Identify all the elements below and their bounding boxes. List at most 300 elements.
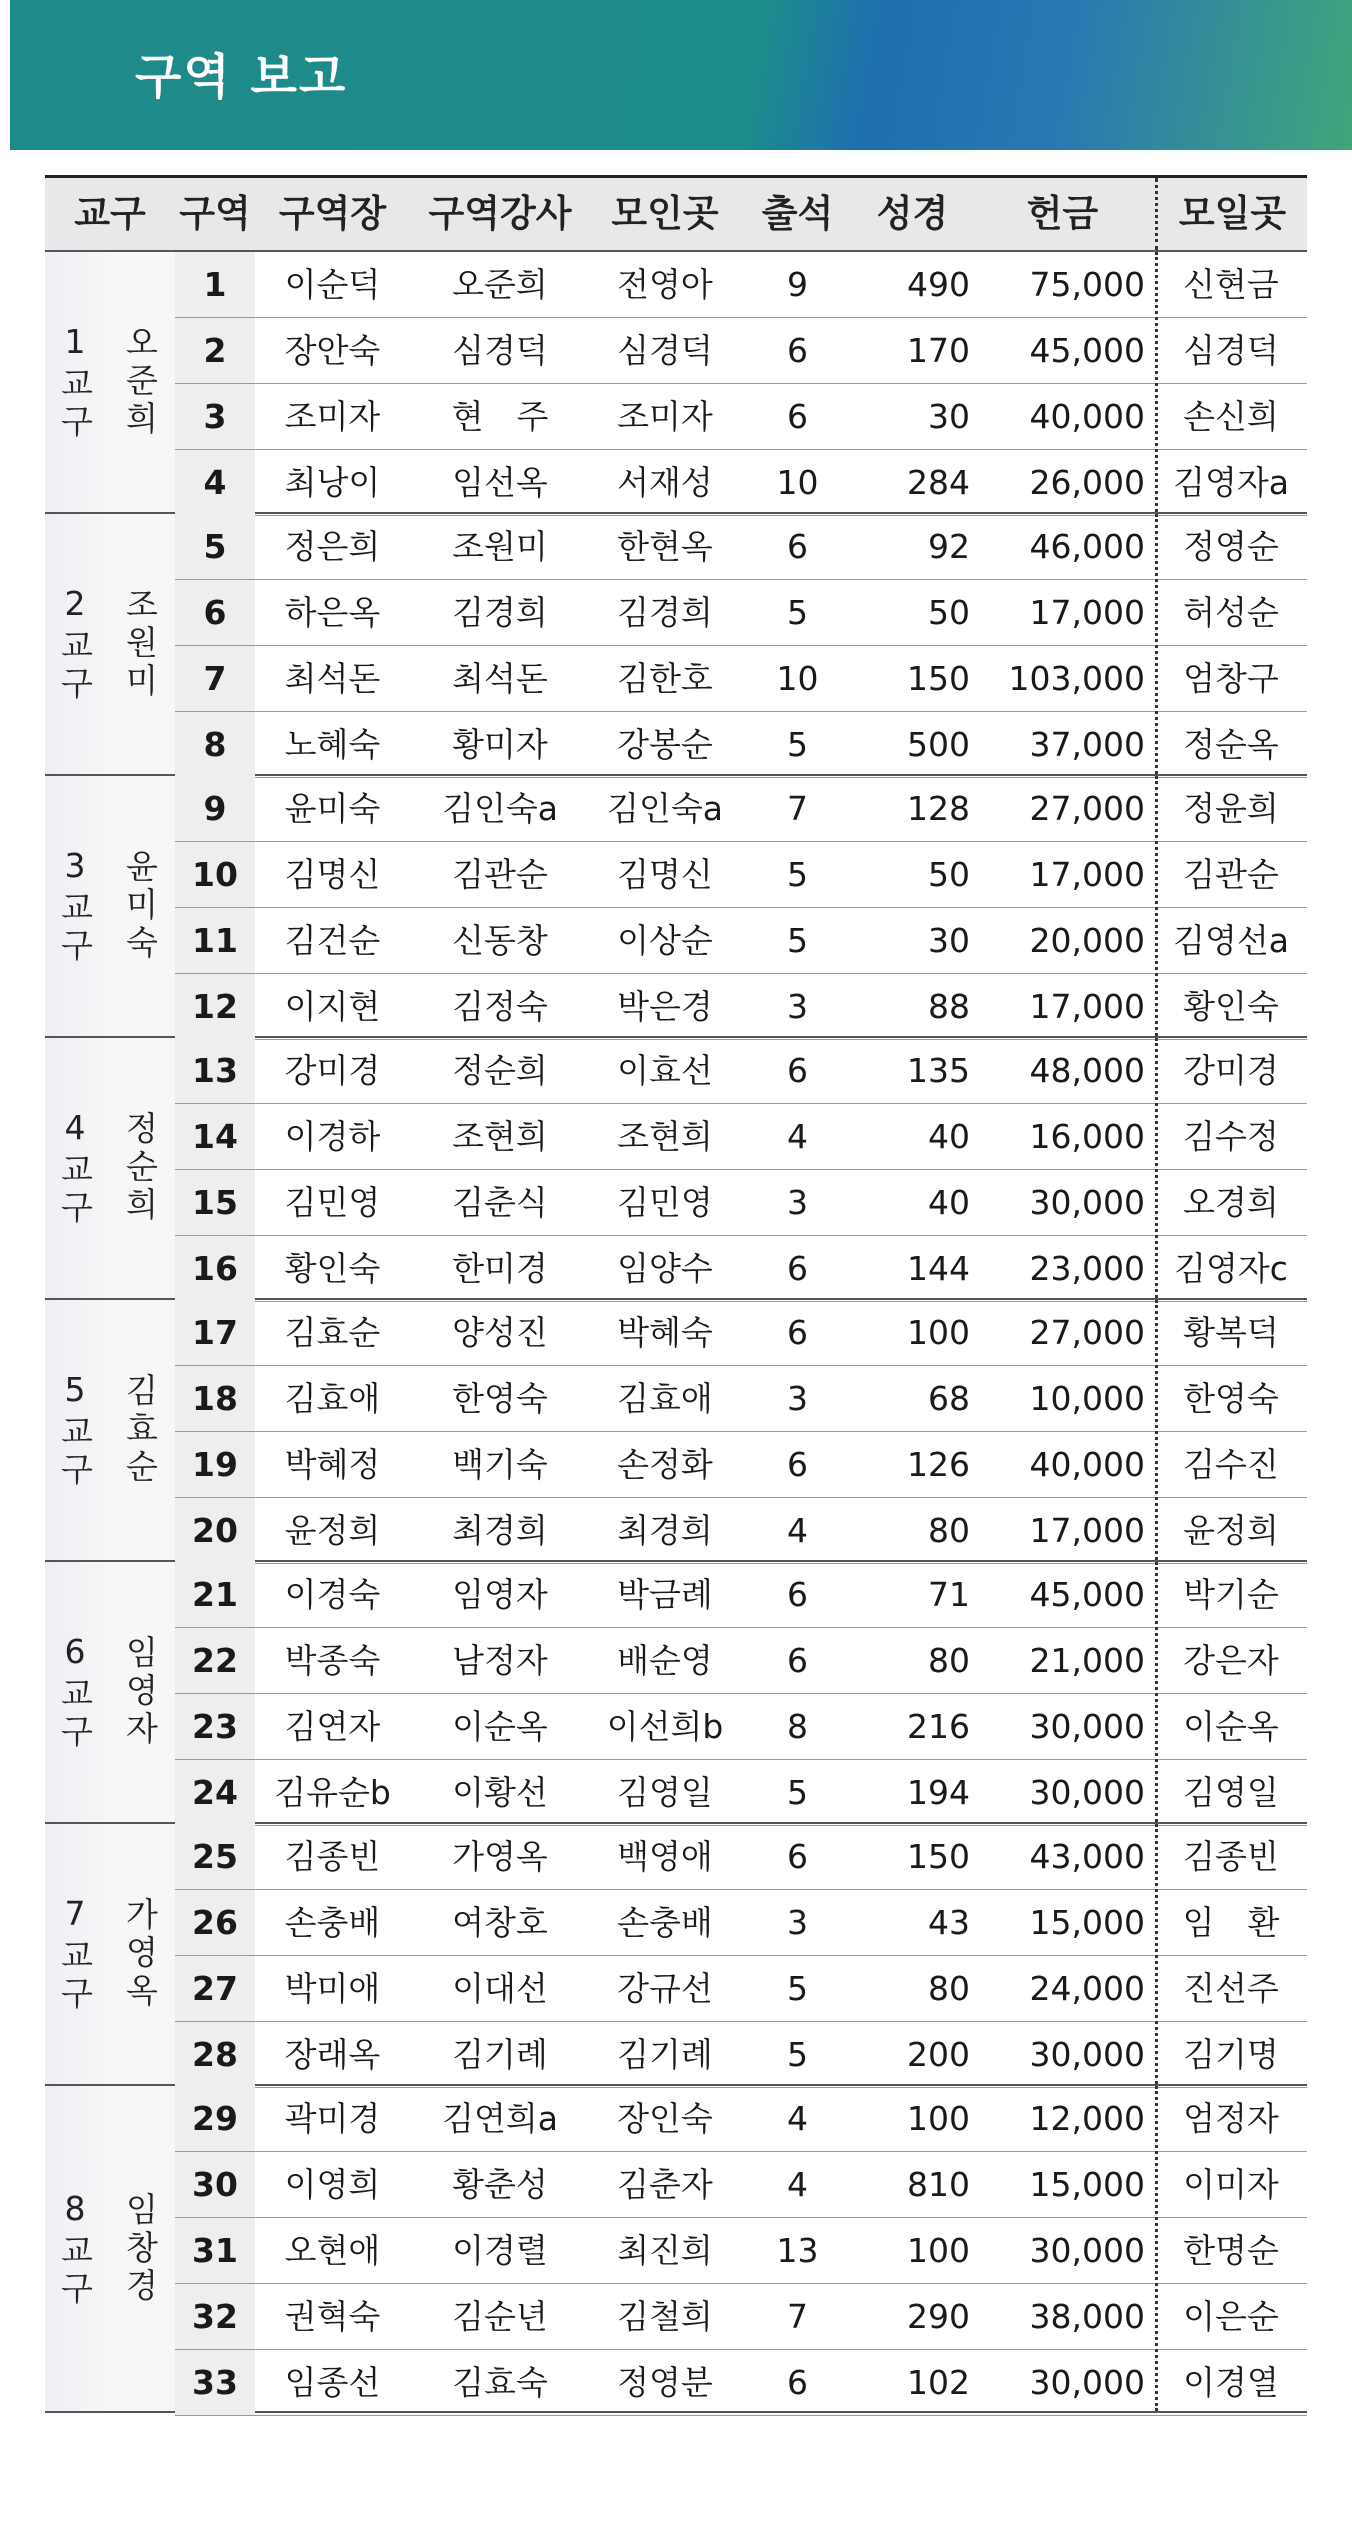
guyeok-number: 11 (175, 908, 255, 973)
column-divider (1155, 252, 1158, 512)
attendance-cell: 10 (776, 463, 819, 502)
bible-cell: 100 (907, 2231, 970, 2270)
guyeokjang-cell: 김효애 (284, 1379, 381, 1418)
bible-cell: 194 (907, 1773, 970, 1812)
gangsa-cell: 한미경 (452, 1249, 548, 1288)
guyeok-number: 28 (175, 2022, 255, 2087)
offering-cell: 16,000 (1029, 1117, 1145, 1156)
guyeokjang-cell: 최석돈 (284, 659, 381, 698)
moingot-cell: 김인숙a (607, 789, 723, 828)
guyeok-number: 18 (175, 1366, 255, 1431)
attendance-cell: 5 (787, 593, 808, 632)
bible-cell: 40 (928, 1117, 970, 1156)
moingot-cell: 김철희 (617, 2297, 713, 2336)
moilgot-cell: 정윤희 (1183, 789, 1279, 828)
attendance-cell: 6 (787, 1051, 808, 1090)
gyogu-label: 5교구 (55, 1370, 95, 1490)
guyeok-number: 16 (175, 1236, 255, 1301)
bible-cell: 100 (907, 2099, 970, 2138)
row-group (175, 1038, 1307, 1298)
attendance-cell: 3 (787, 987, 808, 1026)
gyogu-leader-cell (105, 1300, 175, 1560)
guyeokjang-cell: 박혜정 (284, 1445, 381, 1484)
moilgot-cell: 허성순 (1183, 593, 1279, 632)
gangsa-cell: 김관순 (452, 855, 548, 894)
moilgot-cell: 이경열 (1183, 2363, 1279, 2402)
gangsa-cell: 황미자 (452, 725, 548, 764)
guyeokjang-cell: 장안숙 (284, 331, 381, 370)
header-moingot: 모인곳 (611, 192, 719, 235)
guyeok-number: 21 (175, 1562, 255, 1627)
moilgot-cell: 김수진 (1183, 1445, 1279, 1484)
moingot-cell: 한현옥 (617, 527, 713, 566)
guyeokjang-cell: 하은옥 (284, 593, 381, 632)
column-divider (1155, 514, 1158, 774)
moingot-cell: 최진희 (617, 2231, 713, 2270)
guyeok-number: 29 (175, 2086, 255, 2151)
attendance-cell: 8 (787, 1707, 808, 1746)
attendance-cell: 10 (776, 659, 819, 698)
guyeokjang-cell: 김민영 (284, 1183, 381, 1222)
guyeokjang-cell: 최낭이 (284, 463, 381, 502)
moingot-cell: 심경덕 (617, 331, 713, 370)
moilgot-cell: 김관순 (1183, 855, 1279, 894)
gyogu-block (45, 2086, 1307, 2413)
offering-cell: 30,000 (1029, 1183, 1145, 1222)
attendance-cell: 13 (776, 2231, 819, 2270)
moilgot-cell: 김영자a (1173, 463, 1289, 502)
offering-cell: 30,000 (1029, 1773, 1145, 1812)
gyogu-block (45, 252, 1307, 514)
table-row (175, 1562, 1307, 1628)
gyogu-leader-cell (105, 252, 175, 512)
table-row (175, 1694, 1307, 1760)
gyogu-block (45, 1300, 1307, 1562)
gangsa-cell: 여창호 (452, 1903, 548, 1942)
header-gangsa: 구역강사 (428, 192, 572, 235)
guyeokjang-cell: 장래옥 (284, 2035, 381, 2074)
moingot-cell: 손정화 (617, 1445, 713, 1484)
gangsa-cell: 김정숙 (452, 987, 548, 1026)
moingot-cell: 이효선 (617, 1051, 713, 1090)
moilgot-cell: 한명순 (1183, 2231, 1279, 2270)
table-row (175, 842, 1307, 908)
gyogu-label: 3교구 (55, 846, 95, 966)
moingot-cell: 배순영 (617, 1641, 713, 1680)
attendance-cell: 4 (787, 2165, 808, 2204)
moilgot-cell: 강미경 (1183, 1051, 1279, 1090)
moingot-cell: 서재성 (617, 463, 713, 502)
guyeokjang-cell: 박종숙 (284, 1641, 381, 1680)
attendance-cell: 3 (787, 1903, 808, 1942)
guyeokjang-cell: 이경숙 (284, 1575, 381, 1614)
guyeok-number: 5 (175, 514, 255, 579)
offering-cell: 17,000 (1029, 1511, 1145, 1550)
offering-cell: 103,000 (1008, 659, 1145, 698)
table-row (175, 1628, 1307, 1694)
offering-cell: 12,000 (1029, 2099, 1145, 2138)
moingot-cell: 강규선 (617, 1969, 713, 2008)
table-row (175, 580, 1307, 646)
attendance-cell: 3 (787, 1183, 808, 1222)
table-header (45, 175, 1307, 252)
attendance-cell: 6 (787, 1575, 808, 1614)
gyogu-cell (45, 514, 105, 774)
guyeokjang-cell: 김효순 (284, 1313, 381, 1352)
gyogu-leader-cell (105, 1562, 175, 1822)
attendance-cell: 5 (787, 2035, 808, 2074)
gyogu-leader-cell (105, 514, 175, 774)
offering-cell: 48,000 (1029, 1051, 1145, 1090)
moingot-cell: 김기례 (617, 2035, 713, 2074)
guyeok-number: 25 (175, 1824, 255, 1889)
gangsa-cell: 정순희 (452, 1051, 548, 1090)
attendance-cell: 6 (787, 1313, 808, 1352)
guyeokjang-cell: 노혜숙 (284, 725, 381, 764)
gangsa-cell: 김춘식 (452, 1183, 548, 1222)
offering-cell: 17,000 (1029, 855, 1145, 894)
bible-cell: 490 (907, 265, 970, 304)
gangsa-cell: 김효숙 (452, 2363, 548, 2402)
gyogu-leader-label: 조원미 (120, 587, 160, 701)
attendance-cell: 4 (787, 2099, 808, 2138)
guyeokjang-cell: 강미경 (284, 1051, 381, 1090)
gangsa-cell: 조원미 (452, 527, 548, 566)
moingot-cell: 김춘자 (617, 2165, 713, 2204)
moingot-cell: 김민영 (617, 1183, 713, 1222)
gyogu-cell (45, 1300, 105, 1560)
moingot-cell: 최경희 (617, 1511, 713, 1550)
bible-cell: 284 (907, 463, 970, 502)
moilgot-cell: 오경희 (1183, 1183, 1279, 1222)
moilgot-cell: 엄정자 (1183, 2099, 1279, 2138)
guyeokjang-cell: 박미애 (284, 1969, 381, 2008)
gangsa-cell: 백기숙 (452, 1445, 548, 1484)
moilgot-cell: 엄창구 (1183, 659, 1279, 698)
guyeok-number: 32 (175, 2284, 255, 2349)
attendance-cell: 6 (787, 331, 808, 370)
guyeok-number: 13 (175, 1038, 255, 1103)
table-row (175, 2086, 1307, 2152)
table-row (175, 776, 1307, 842)
moingot-cell: 장인숙 (617, 2099, 713, 2138)
table-row (175, 2022, 1307, 2088)
gyogu-block (45, 776, 1307, 1038)
bible-cell: 500 (907, 725, 970, 764)
guyeokjang-cell: 김명신 (284, 855, 381, 894)
gangsa-cell: 심경덕 (452, 331, 548, 370)
moingot-cell: 박은경 (617, 987, 713, 1026)
moilgot-cell: 박기순 (1183, 1575, 1279, 1614)
gyogu-block (45, 1038, 1307, 1300)
row-group (175, 1824, 1307, 2084)
moingot-cell: 조현희 (617, 1117, 713, 1156)
gangsa-cell: 김인숙a (442, 789, 558, 828)
guyeokjang-cell: 손충배 (284, 1903, 381, 1942)
moingot-cell: 조미자 (617, 397, 713, 436)
bible-cell: 810 (907, 2165, 970, 2204)
bible-cell: 30 (928, 397, 970, 436)
moingot-cell: 김영일 (617, 1773, 713, 1812)
bible-cell: 150 (907, 659, 970, 698)
moingot-cell: 전영아 (617, 265, 713, 304)
gyogu-label: 8교구 (55, 2188, 95, 2309)
bible-cell: 170 (907, 331, 970, 370)
gyogu-leader-label: 가영옥 (120, 1897, 160, 2011)
moilgot-cell: 정영순 (1183, 527, 1279, 566)
column-divider (1155, 776, 1158, 1036)
guyeok-number: 12 (175, 974, 255, 1039)
gangsa-cell: 이경렬 (452, 2231, 548, 2270)
guyeok-number: 30 (175, 2152, 255, 2217)
gangsa-cell: 임선옥 (452, 463, 548, 502)
offering-cell: 30,000 (1029, 2035, 1145, 2074)
offering-cell: 24,000 (1029, 1969, 1145, 2008)
bible-cell: 290 (907, 2297, 970, 2336)
offering-cell: 75,000 (1029, 265, 1145, 304)
moingot-cell: 김효애 (617, 1379, 713, 1418)
table-row (175, 1432, 1307, 1498)
gyogu-leader-label: 오준희 (120, 325, 160, 439)
bible-cell: 88 (928, 987, 970, 1026)
gangsa-cell: 최석돈 (452, 659, 548, 698)
moilgot-cell: 심경덕 (1183, 331, 1279, 370)
gyogu-leader-label: 윤미숙 (120, 849, 160, 963)
bible-cell: 80 (928, 1969, 970, 2008)
table-row (175, 646, 1307, 712)
bible-cell: 68 (928, 1379, 970, 1418)
bible-cell: 102 (907, 2363, 970, 2402)
guyeokjang-cell: 김연자 (284, 1707, 381, 1746)
gyogu-block (45, 514, 1307, 776)
table-row (175, 384, 1307, 450)
column-divider (1155, 1562, 1158, 1822)
table-row (175, 252, 1307, 318)
attendance-cell: 5 (787, 725, 808, 764)
report-table (45, 175, 1307, 2413)
moilgot-cell: 강은자 (1183, 1641, 1279, 1680)
bible-cell: 128 (907, 789, 970, 828)
gangsa-cell: 가영옥 (452, 1837, 548, 1876)
moilgot-cell: 김종빈 (1183, 1837, 1279, 1876)
table-row (175, 1170, 1307, 1236)
gangsa-cell: 최경희 (452, 1511, 548, 1550)
offering-cell: 40,000 (1029, 397, 1145, 436)
row-group (175, 1300, 1307, 1560)
attendance-cell: 6 (787, 1837, 808, 1876)
page-title: 구역 보고 (135, 49, 348, 105)
offering-cell: 17,000 (1029, 987, 1145, 1026)
guyeokjang-cell: 김종빈 (284, 1837, 381, 1876)
guyeok-number: 26 (175, 1890, 255, 1955)
guyeokjang-cell: 김유순b (274, 1773, 391, 1812)
attendance-cell: 6 (787, 1445, 808, 1484)
table-row (175, 514, 1307, 580)
guyeokjang-cell: 정은희 (284, 527, 381, 566)
guyeokjang-cell: 윤정희 (284, 1511, 381, 1550)
moingot-cell: 손충배 (617, 1903, 713, 1942)
gyogu-leader-label: 임창경 (120, 2191, 160, 2306)
column-divider (1155, 1300, 1158, 1560)
offering-cell: 26,000 (1029, 463, 1145, 502)
guyeok-number: 9 (175, 776, 255, 841)
gyogu-cell (45, 2086, 105, 2411)
header-attendance: 출석 (761, 192, 834, 235)
attendance-cell: 5 (787, 1969, 808, 2008)
moingot-cell: 김한호 (617, 659, 713, 698)
gyogu-label: 2교구 (55, 584, 95, 704)
bible-cell: 150 (907, 1837, 970, 1876)
table-row (175, 318, 1307, 384)
moilgot-cell: 임 환 (1182, 1903, 1280, 1942)
guyeok-number: 2 (175, 318, 255, 383)
gangsa-cell: 남정자 (452, 1641, 548, 1680)
guyeokjang-cell: 권혁숙 (284, 2297, 381, 2336)
gangsa-cell: 임영자 (452, 1575, 548, 1614)
guyeok-number: 6 (175, 580, 255, 645)
guyeokjang-cell: 이영희 (284, 2165, 381, 2204)
gyogu-cell (45, 776, 105, 1036)
gyogu-leader-cell (105, 776, 175, 1036)
gyogu-leader-cell (105, 1824, 175, 2084)
offering-cell: 17,000 (1029, 593, 1145, 632)
guyeok-number: 7 (175, 646, 255, 711)
guyeokjang-cell: 김건순 (284, 921, 381, 960)
bible-cell: 30 (928, 921, 970, 960)
guyeok-number: 27 (175, 1956, 255, 2021)
offering-cell: 27,000 (1029, 1313, 1145, 1352)
table-row (175, 712, 1307, 778)
column-divider (1155, 1038, 1158, 1298)
bible-cell: 43 (928, 1903, 970, 1942)
offering-cell: 30,000 (1029, 1707, 1145, 1746)
attendance-cell: 9 (787, 265, 808, 304)
gangsa-cell: 현 주 (451, 397, 549, 436)
gangsa-cell: 이황선 (452, 1773, 548, 1812)
header-gyogu: 교구 (74, 192, 146, 235)
moingot-cell: 백영애 (617, 1837, 713, 1876)
moingot-cell: 김경희 (617, 593, 713, 632)
guyeok-number: 15 (175, 1170, 255, 1235)
guyeok-number: 4 (175, 450, 255, 515)
gangsa-cell: 김연희a (442, 2099, 558, 2138)
table-row (175, 1824, 1307, 1890)
moilgot-cell: 윤정희 (1183, 1511, 1279, 1550)
gyogu-leader-cell (105, 1038, 175, 1298)
gangsa-cell: 양성진 (452, 1313, 548, 1352)
bible-cell: 71 (928, 1575, 970, 1614)
offering-cell: 37,000 (1029, 725, 1145, 764)
moilgot-cell: 김영일 (1183, 1773, 1279, 1812)
guyeokjang-cell: 이순덕 (284, 265, 381, 304)
gangsa-cell: 신동창 (452, 921, 548, 960)
moilgot-cell: 정순옥 (1183, 725, 1279, 764)
header-banner (10, 0, 1352, 150)
guyeok-number: 24 (175, 1760, 255, 1825)
moilgot-cell: 이미자 (1183, 2165, 1279, 2204)
row-group (175, 1562, 1307, 1822)
table-row (175, 1236, 1307, 1302)
moingot-cell: 김명신 (617, 855, 713, 894)
gyogu-cell (45, 1562, 105, 1822)
gangsa-cell: 김순년 (452, 2297, 548, 2336)
offering-cell: 30,000 (1029, 2363, 1145, 2402)
guyeok-number: 31 (175, 2218, 255, 2283)
table-row (175, 1300, 1307, 1366)
offering-cell: 10,000 (1029, 1379, 1145, 1418)
row-group (175, 776, 1307, 1036)
header-guyeokjang: 구역장 (278, 192, 387, 235)
gyogu-cell (45, 252, 105, 512)
guyeok-number: 22 (175, 1628, 255, 1693)
table-row (175, 1760, 1307, 1826)
guyeok-number: 19 (175, 1432, 255, 1497)
moingot-cell: 이상순 (617, 921, 713, 960)
row-group (175, 252, 1307, 512)
gangsa-cell: 황춘성 (452, 2165, 548, 2204)
gyogu-block (45, 1562, 1307, 1824)
moilgot-cell: 김영선a (1173, 921, 1289, 960)
header-offering: 헌금 (1026, 192, 1099, 235)
attendance-cell: 4 (787, 1511, 808, 1550)
bible-cell: 135 (907, 1051, 970, 1090)
offering-cell: 27,000 (1029, 789, 1145, 828)
attendance-cell: 7 (787, 789, 808, 828)
gyogu-label: 4교구 (55, 1108, 95, 1228)
header-moilgot: 모일곳 (1178, 192, 1287, 235)
attendance-cell: 6 (787, 527, 808, 566)
moilgot-cell: 진선주 (1183, 1969, 1279, 2008)
bible-cell: 92 (928, 527, 970, 566)
bible-cell: 50 (928, 855, 970, 894)
guyeok-number: 17 (175, 1300, 255, 1365)
moingot-cell: 박혜숙 (617, 1313, 713, 1352)
bible-cell: 216 (907, 1707, 970, 1746)
table-row (175, 1956, 1307, 2022)
moingot-cell: 임양수 (617, 1249, 713, 1288)
bible-cell: 40 (928, 1183, 970, 1222)
table-row (175, 1498, 1307, 1564)
table-row (175, 2350, 1307, 2416)
moilgot-cell: 이순옥 (1183, 1707, 1279, 1746)
guyeok-number: 1 (175, 252, 255, 317)
guyeok-number: 14 (175, 1104, 255, 1169)
moilgot-cell: 이은순 (1183, 2297, 1279, 2336)
gangsa-cell: 김기례 (452, 2035, 548, 2074)
attendance-cell: 5 (787, 921, 808, 960)
moingot-cell: 이선희b (606, 1707, 724, 1746)
attendance-cell: 5 (787, 855, 808, 894)
gangsa-cell: 한영숙 (452, 1379, 548, 1418)
table-row (175, 2218, 1307, 2284)
guyeokjang-cell: 조미자 (284, 397, 381, 436)
table-row (175, 1890, 1307, 1956)
offering-cell: 23,000 (1029, 1249, 1145, 1288)
guyeokjang-cell: 곽미경 (284, 2099, 381, 2138)
gyogu-label: 7교구 (55, 1894, 95, 2014)
table-row (175, 974, 1307, 1040)
attendance-cell: 6 (787, 397, 808, 436)
table-row (175, 1366, 1307, 1432)
moingot-cell: 박금례 (617, 1575, 713, 1614)
gangsa-cell: 오준희 (452, 265, 548, 304)
offering-cell: 46,000 (1029, 527, 1145, 566)
table-row (175, 450, 1307, 516)
offering-cell: 20,000 (1029, 921, 1145, 960)
gyogu-cell (45, 1038, 105, 1298)
moilgot-cell: 김기명 (1183, 2035, 1279, 2074)
row-group (175, 514, 1307, 774)
